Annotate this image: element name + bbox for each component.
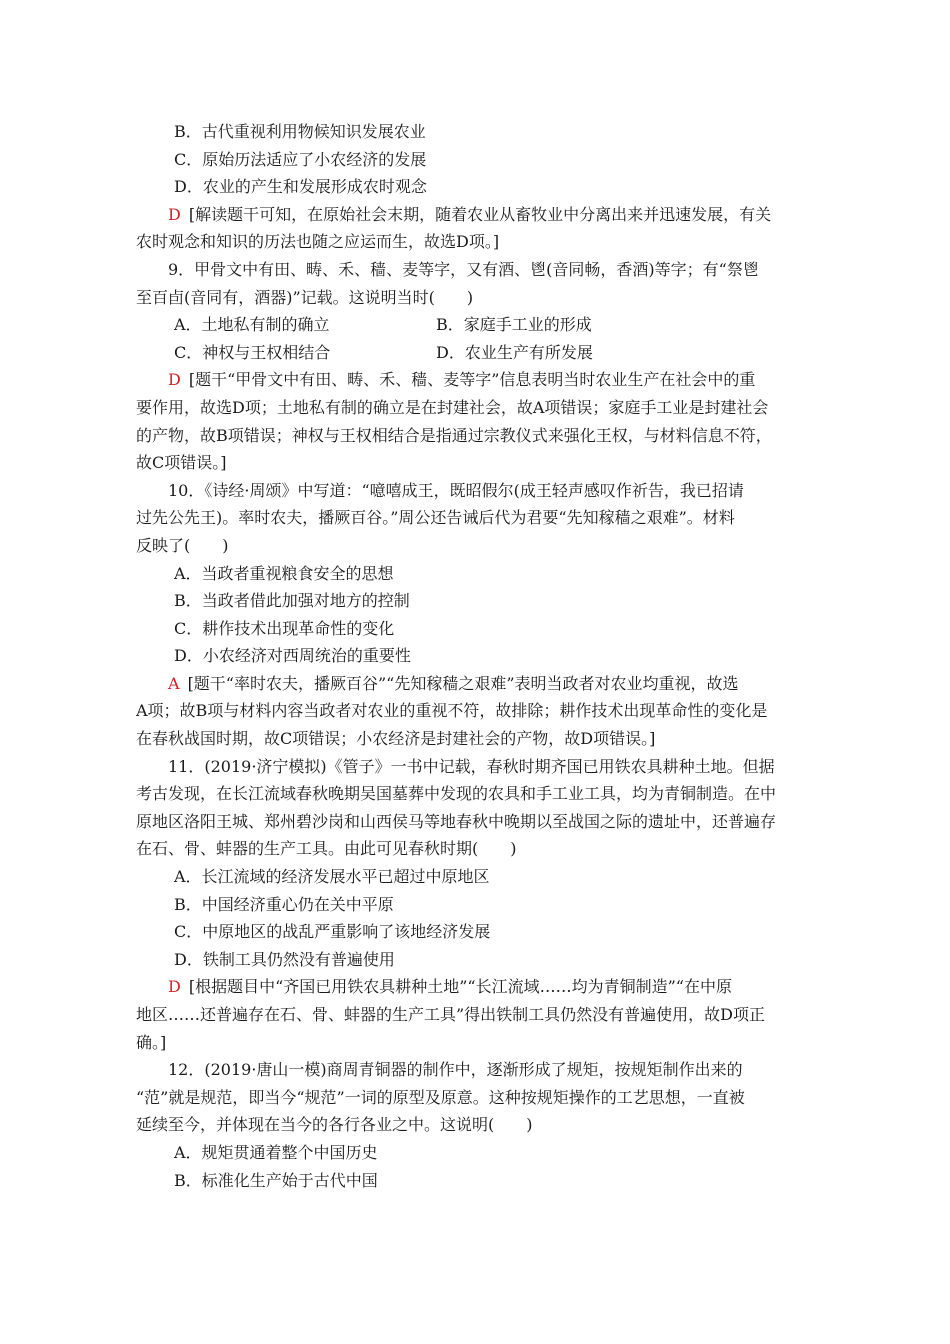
q9-stem: 9．甲骨文中有田、畴、禾、穑、麦等字，又有酒、鬯(音同畅，香酒)等字；有“祭鬯: [168, 259, 759, 279]
q8-option-c: C．原始历法适应了小农经济的发展: [174, 149, 427, 169]
q9-explanation-cont-3: 故C项错误。]: [136, 453, 227, 473]
q9-answer: D: [168, 370, 181, 390]
q9-options-row-1: [136, 311, 816, 339]
q11-explanation-cont-1: 地区……还普遍存在石、骨、蚌器的生产工具”得出铁制工具仍然没有普遍使用，故D项正: [136, 1005, 766, 1024]
q9-explanation-cont-2: 的产物，故B项错误；神权与王权相结合是指通过宗教仪式来强化王权，与材料信息不符，: [136, 425, 772, 445]
q9-option-c: C．神权与王权相结合: [174, 342, 331, 362]
q11-stem-cont-1: 考古发现，在长江流域春秋晚期吴国墓葬中发现的农具和手工业工具，均为青铜制造。在中: [136, 784, 777, 804]
q11-answer: D: [168, 977, 181, 997]
q12-stem-cont-2: 延续至今，并体现在当今的各行各业之中。这说明( ): [136, 1115, 533, 1135]
q10-stem: 10．《诗经·周颂》中写道：“噫嘻成王，既昭假尔(成王轻声感叹作祈告，我已招请: [168, 480, 744, 500]
q8-answer: D: [168, 204, 181, 224]
q11-option-a: A．长江流域的经济发展水平已超过中原地区: [174, 867, 490, 887]
q10-explanation-cont-2: 在春秋战国时期，故C项错误；小农经济是封建社会的产物，故D项错误。]: [136, 729, 656, 749]
q9-option-d: D．农业生产有所发展: [436, 342, 593, 362]
q11-option-b: B．中国经济重心仍在关中平原: [174, 894, 394, 914]
q8-explanation-cont: 农时观念和知识的历法也随之应运而生，故选D项。]: [136, 232, 500, 252]
q9-options-row-2: [136, 339, 816, 367]
q9-option-b: B．家庭手工业的形成: [436, 315, 592, 335]
q10-option-a: A．当政者重视粮食安全的思想: [174, 563, 394, 583]
q12-option-a: A．规矩贯通着整个中国历史: [174, 1142, 378, 1162]
q9-stem-cont: 至百卣(音同有，酒器)”记载。这说明当时( ): [136, 287, 474, 307]
q11-stem: 11．(2019·济宁模拟)《管子》一书中记载，春秋时期齐国已用铁农具耕种土地。但据: [168, 756, 775, 776]
q10-stem-cont-2: 反映了( ): [136, 535, 229, 555]
q8-option-d: D．农业的产生和发展形成农时观念: [174, 177, 427, 197]
q11-stem-cont-2: 原地区洛阳王城、郑州碧沙岗和山西侯马等地春秋中晚期以至战国之际的遗址中，还普遍存: [136, 811, 777, 831]
q10-explanation-cont-1: A项；故B项与材料内容当政者对农业的重视不符，故排除；耕作技术出现革命性的变化是: [136, 701, 768, 721]
q11-explanation: D [根据题目中“齐国已用铁农具耕种土地”“长江流域……均为青铜制造”“在中原: [168, 977, 732, 997]
q10-option-d: D．小农经济对西周统治的重要性: [174, 646, 411, 666]
q12-stem-cont-1: “范”就是规范，即当今“规范”一词的原型及原意。这种按规矩操作的工艺思想，一直被: [136, 1087, 745, 1107]
q9-explanation: D [题干“甲骨文中有田、畴、禾、穑、麦等字”信息表明当时农业生产在社会中的重: [168, 370, 756, 390]
q11-option-d: D．铁制工具仍然没有普遍使用: [174, 949, 395, 969]
q11-explanation-cont-2: 确。]: [136, 1032, 167, 1052]
q11-option-c: C．中原地区的战乱严重影响了该地经济发展: [174, 922, 491, 942]
q9-explanation-cont-1: 要作用，故选D项；土地私有制的确立是在封建社会，故A项错误；家庭手工业是封建社会: [136, 397, 769, 417]
q8-option-b: B．古代重视利用物候知识发展农业: [174, 122, 426, 141]
q10-option-b: B．当政者借此加强对地方的控制: [174, 591, 410, 611]
q10-answer: A: [168, 673, 180, 693]
q10-explanation: A [题干“率时农夫，播厥百谷”“先知稼穑之艰难”表明当政者对农业均重视，故选: [168, 673, 739, 693]
q11-stem-cont-3: 在石、骨、蚌器的生产工具。由此可见春秋时期( ): [136, 839, 517, 859]
q9-option-a: A．土地私有制的确立: [174, 315, 330, 335]
q12-stem: 12．(2019·唐山一模)商周青铜器的制作中，逐渐形成了规矩，按规矩制作出来的: [168, 1060, 743, 1080]
q10-stem-cont-1: 过先公先王)。率时农夫，播厥百谷。”周公还告诫后代为君要“先知稼穑之艰难”。材料: [136, 508, 735, 528]
q12-option-b: B．标准化生产始于古代中国: [174, 1170, 378, 1190]
q10-option-c: C．耕作技术出现革命性的变化: [174, 618, 395, 638]
document-page: [136, 118, 816, 1194]
q8-explanation: D [解读题干可知，在原始社会末期，随着农业从畜牧业中分离出来并迅速发展，有关: [168, 204, 772, 224]
